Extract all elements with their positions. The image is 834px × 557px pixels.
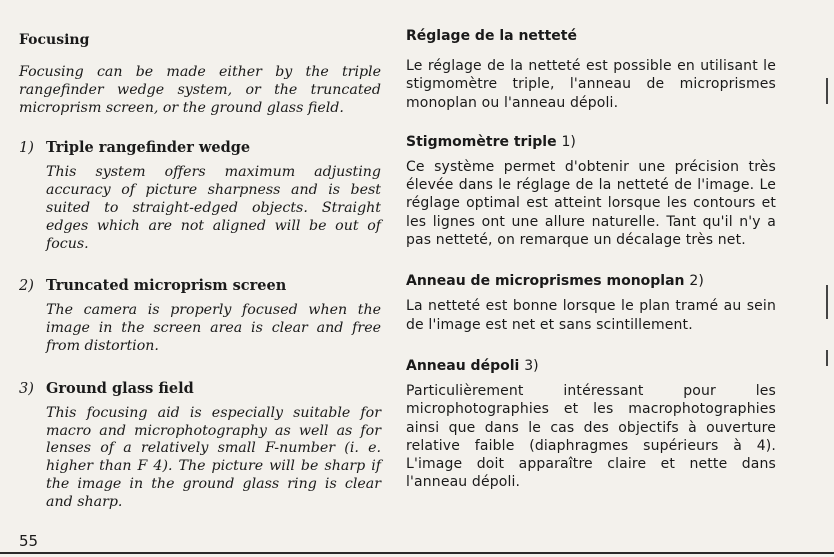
english-section-heading	[19, 380, 381, 397]
french-section-heading	[406, 273, 776, 289]
french-section-body: La netteté est bonne lorsque le plan tramé au sein de l'image est net et sans scintillement.	[406, 298, 776, 333]
english-title: Focusing	[19, 32, 90, 48]
edge-mark	[826, 285, 828, 319]
french-section-1	[406, 134, 776, 249]
french-section-heading	[406, 358, 776, 374]
section-heading-text: Triple rangefinder wedge	[46, 139, 251, 157]
section-number: 2)	[689, 273, 704, 290]
page-number: 55	[19, 532, 39, 550]
french-section-body: Particulièrement intéressant pour les microphotographies et les macrophotographies ainsi que dans le cas des objectifs à ouverture relative faible (diaphragmes supérieurs à 4). L'image doit apparaître claire et nette dans l'anneau dépoli.	[406, 382, 776, 491]
french-section-2	[406, 273, 776, 334]
english-column	[19, 32, 381, 536]
bottom-rule	[0, 552, 834, 554]
english-section-body: This focusing aid is especially suitable for macro and microphotography as well as for lenses of a relatively small F-number (i. e. higher than F 4). The picture will be sharp if the image in the ground glass ring is clear and sharp.	[46, 404, 381, 510]
section-number: 3)	[19, 380, 34, 397]
section-heading-text: Ground glass field	[46, 379, 194, 397]
french-section-3	[406, 358, 776, 492]
section-heading-text: Truncated microprism screen	[46, 277, 287, 295]
french-title: Réglage de la netteté	[406, 28, 577, 44]
english-section-1	[19, 139, 381, 253]
section-number: 2)	[19, 278, 34, 295]
english-section-3	[19, 380, 381, 512]
french-column	[406, 28, 776, 516]
section-heading-text: Anneau de microprismes monoplan	[406, 273, 685, 290]
section-number: 3)	[524, 357, 539, 374]
french-intro: Le réglage de la netteté est possible en utilisant le stigmomètre triple, l'anneau de microprismes monoplan ou l'anneau dépoli.	[406, 58, 776, 111]
english-section-body: The camera is properly focused when the image in the screen area is clear and free from distortion.	[46, 302, 381, 354]
english-section-heading	[19, 277, 381, 294]
section-number: 1)	[19, 140, 34, 157]
english-intro: Focusing can be made either by the triple rangefinder wedge system, or the truncated microprism screen, or the ground glass field.	[19, 64, 381, 116]
english-section-2	[19, 277, 381, 355]
english-section-body: This system offers maximum adjusting accuracy of picture sharpness and is best suited to straight-edged objects. Straight edges which are not aligned will be out of focus.	[46, 164, 381, 252]
edge-mark	[826, 78, 828, 104]
edge-mark	[826, 350, 828, 366]
section-number: 1)	[561, 133, 576, 150]
french-section-heading	[406, 134, 776, 150]
english-section-heading	[19, 139, 381, 156]
section-heading-text: Stigmomètre triple	[406, 133, 557, 150]
section-heading-text: Anneau dépoli	[406, 357, 520, 374]
french-section-body: Ce système permet d'obtenir une précision très élevée dans le réglage de la netteté de l'image. Le réglage optimal est atteint lorsque les contours et les lignes ont une allure naturelle. Tant qu'il n'y a pas netteté, on remarque un décalage très net.	[406, 158, 776, 249]
